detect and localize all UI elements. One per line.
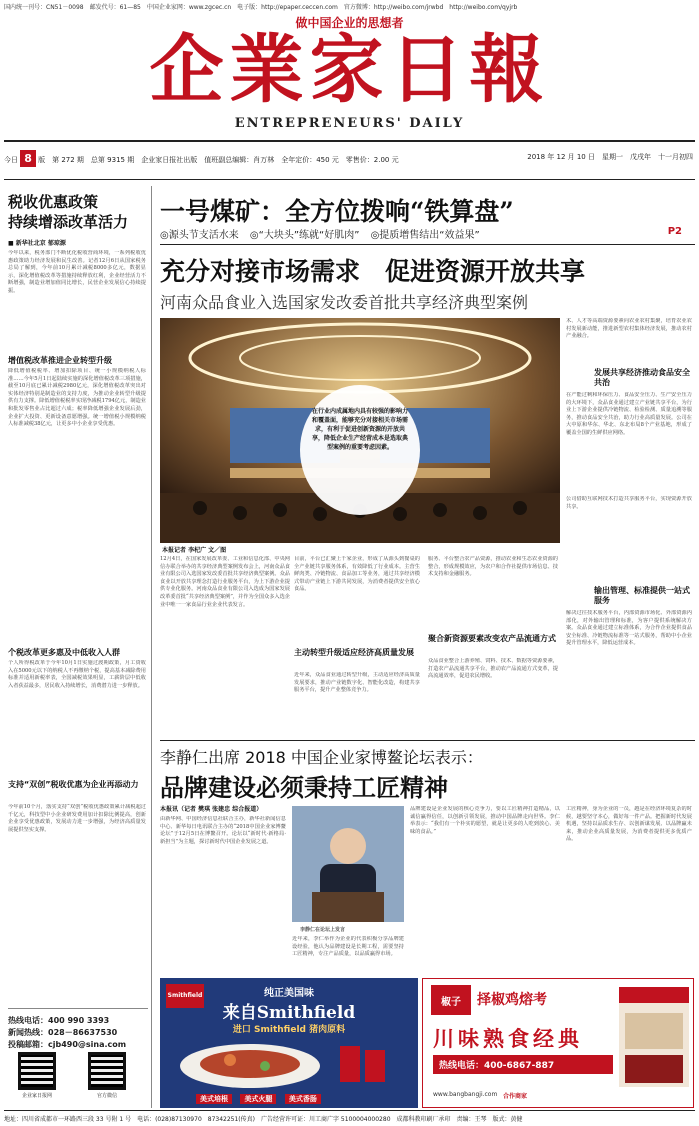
hotline-box: [8, 1008, 148, 1051]
ad-left-top: 纯正美国味: [264, 988, 314, 999]
top-story-sub-1: ◎源头节支活水来: [160, 230, 239, 241]
page-ref-link[interactable]: P2: [667, 226, 682, 237]
lead-col-1: 12月4日，在国家发展改革委、工业和信息化部、中央网信办联合举办的共享经济典型案例发布会上，河南众品食业有限公司入选国家发改委首批共享经济典型案例。众品食业以开放共享理念打造行业服务平台，为上下游企业提供专业化服务。河南众品食业有限公司入选成为国家发展改革委首批“共享经济典型案例”，并作为全国众多入选企业中唯一一家食品行业企业代表发言。: [160, 556, 290, 608]
lead-col-3: 服务、平台整合农产品资源，推动农业和生态农业资源的整合，形成规模效应，为农户和合作社提供市场信息、技术支持和金融服务。: [428, 556, 558, 578]
divider: [160, 244, 695, 245]
left-headline-1: 税收优惠政策: [8, 193, 99, 211]
smithfield-ad[interactable]: [160, 978, 418, 1108]
speaker-photo: [292, 806, 404, 922]
divider: [160, 740, 695, 741]
top-story-headline: 一号煤矿：全方位拨响“铁算盘”: [160, 197, 514, 226]
hotline-2: 新闻热线：028－86637530: [8, 1028, 118, 1037]
speaker-caption: 李静仁在论坛上发言: [300, 927, 346, 933]
ad-right-hotline: 热线电话：400-6867-887: [433, 1055, 613, 1074]
lead-col-3-head: 聚合新资源要素改变农产品流通方式: [428, 634, 556, 643]
left-body-1: 今年以来，税务部门不断优化税收营商环境，一系列税收优惠政策助力经济发展和民生改善。记者12月6日从国家税务总局了解到，今年前10月累计减税8000多亿元，数据显示，深化增值税改革等措施持续释放红利，企业经营活力不断增强，制造业增加值同比增长，民营企业发展信心持续提振。: [8, 250, 146, 294]
left-body-4: 今年前10个月，落实支持“双创”税收优惠政策累计减税超过千亿元，科技型中小企业研发费用加计扣除比例提高，创新企业享受优惠政策，发展动力进一步增强，为经济高质量发展提供坚实支撑。: [8, 804, 146, 833]
masthead-slogan: 做中国企业的思想者: [295, 16, 404, 30]
bottom-headline: 品牌建设必须秉持工匠精神: [160, 773, 448, 802]
badge-bacon: 美式培根: [196, 1094, 232, 1104]
lead-col-2b: 近年来，众品食业通过转型升级，主动适应经济高质量发展要求，推动产业链数字化、智能化改造，构建共享服务平台，提升产业整体竞争力。: [294, 672, 420, 694]
issue-details: 版 第 272 期 总第 9315 期 企业家日报社出版 值班副总编辑：肖万林 全年定价：450 元 零售价：2.00 元: [38, 156, 399, 164]
left-column: [4, 186, 152, 1108]
bottom-col-4: 工匠精神，身为企业的一员，越是在经济环境复杂的时候，越要坚守本心，做好每一件产品。把握新时代发展机遇，坚持以品质求生存、以创新谋发展、以品牌赢未来，推动企业高质量发展，为消费者提供更多优质产品。: [566, 806, 692, 843]
left-body-2: 降低增值税税率、增加扣除项目、统一小规模纳税人标准……今年5月1日起陆续实施的深化增值税改革三项措施，截至10月底已累计减税2980亿元，深化增值税改革突出对实体经济特别是制造业的支持力度，为推动企业转型升级提供有力支撑。降低增值税税率实现净减税1794亿元，制造业和批发零售业占比超过六成；税率降低增强企业发展后劲，企业扩大投资、更新设备意愿增强。统一增值税小规模纳税人标准减税38亿元，让更多中小企业享受优惠。: [8, 368, 146, 428]
right-side-head-2: 输出管理、标准提供一站式服务: [594, 586, 690, 605]
ad-left-badges: [196, 1094, 418, 1104]
right-col-callout: 公司借助互联网技术打造共享服务平台，实现资源开放共享。: [566, 496, 692, 510]
left-subhead-1: 增值税改革推进企业转型升级: [8, 356, 112, 365]
photo-caption: 本报记者 李杞广 文／图: [162, 547, 227, 554]
store-front-image: [619, 987, 689, 1087]
qr-block-2: [88, 1052, 126, 1099]
issue-info-left: [4, 150, 399, 167]
smithfield-logo-badge: Smithfield: [166, 984, 204, 1008]
hotline-1: 热线电话：400 990 3393: [8, 1016, 110, 1025]
left-byline: ■ 新华社北京 郁琼源: [8, 240, 66, 247]
ad-right-partners: 合作商家: [503, 1093, 528, 1100]
lead-headline: 充分对接市场需求 促进资源开放共享: [160, 257, 586, 286]
pull-quote: 在行业内成属地内具有较强的影响力和覆盖面，能够充分对接相关市场需求，有利于促进创新资源的开放共享，降低企业生产经营成本是选取典型案例的重要考虑因素。: [300, 385, 420, 515]
top-story-sub-3: ◎提质增售结出“效益果”: [370, 230, 480, 241]
right-col-body-1: 在产能过剩和环保压力、食品安全压力、生产安全压力的大环境下，众品食业通过建立产业链共享平台，为行业上下游企业提供冷链物流、检验检测、质量追溯等服务，推动食品安全共治，助力行业高质量发展。公司在大中原和华东、华北、东北布局8个产业基地，形成了覆盖全国的生鲜供应网络。: [566, 392, 692, 436]
ad-left-line: 来自Smithfield: [222, 1003, 356, 1023]
food-plate-image: [170, 1036, 408, 1092]
bangbangji-logo: 椒子: [431, 985, 471, 1015]
lead-col-2: 目前，平台已汇聚上千家企业，形成了从源头到餐桌的全产业链共享服务体系，有效降低了行业成本。主营生鲜肉类、冷链物流、食品加工等业务，通过共享经济模式带动产业链上下游共同发展，为消费者提供安全放心食品。: [294, 556, 420, 593]
masthead-english: ENTREPRENEURS' DAILY: [234, 116, 465, 131]
qr-code-icon: [88, 1052, 126, 1090]
ad-left-import: 进口 Smithfield 猪肉原料: [232, 1025, 346, 1035]
bottom-col-3: 品牌建设是企业发展的核心竞争力，要以工匠精神打造精品，以诚信赢得信任，以创新引领发展，推动中国品牌走向世界。李仁举表示：“我们有一个朴实的愿望，就是让更多的人吃到放心、美味的食品。”: [410, 806, 560, 835]
lead-col-2-head: 主动转型升级适应经济高质量发展: [294, 648, 414, 657]
bangbangji-ad[interactable]: [422, 978, 694, 1108]
qr-block-1: [18, 1052, 56, 1099]
left-subhead-2: 个税改革更多惠及中低收入人群: [8, 648, 120, 657]
issue-date: 2018 年 12 月 10 日 星期一 戊戌年 十一月初四: [527, 153, 693, 161]
issue-info-bar: [4, 140, 695, 180]
badge-ham: 美式火腿: [240, 1094, 276, 1104]
qr-code-icon: [18, 1052, 56, 1090]
qr-label-2: 官方微信: [96, 1093, 117, 1099]
masthead-title: 企業家日報: [149, 27, 550, 113]
ad-right-website[interactable]: www.bangbangji.com: [433, 1091, 498, 1098]
footer-info: 地址：四川省成都市一环路西三段 33 号附 1 号 电话：(028)87130970 87342251(传真) 广告经营许可证：川工商广字 5100004000280 成都科教印刷厂承印 责编：王琴 版式：黄健: [4, 1110, 695, 1124]
top-story-subs: [160, 226, 690, 241]
ad-right-brand: 择椒鸡熔考: [477, 992, 547, 1008]
bottom-col-1: 由新华网、中国经济信息社联合主办，新华社新闻信息中心、新华每日电讯联合主办的“2018中国企业家博鳌论坛”于12月5日在博鳌召开。论坛以“新时代·新格局·新担当”为主题，探讨新时代中国企业发展之道。: [160, 816, 286, 845]
bottom-headline-pre: 李静仁出席 2018 中国企业家博鳌论坛表示：: [160, 748, 483, 767]
left-subhead-3: 支持“双创”税收优惠为企业再添动力: [8, 780, 139, 789]
right-side-head-1: 发展共享经济推动食品安全共治: [594, 368, 690, 387]
top-info-line: 国内统一刊号：CN51－0098 邮发代号：61—85 中国企业家网：www.zgcec.cn 电子版：http://epaper.ceccen.com 官方微博：http://weibo.com/jrwbd http://weibo.com/qyjrb: [4, 4, 518, 11]
right-col-intro: 术、人才等高端资源要素向农业农村集聚，培育农业农村发展新动能，推进新型农村集体经济发展，推动农村产业融合。: [566, 318, 692, 340]
lead-subhead: 河南众品食业入选国家发改委首批共享经济典型案例: [160, 293, 529, 312]
today-label: 今日: [4, 156, 18, 164]
speaker-image: [292, 806, 404, 922]
right-col-body-2: 解决过往技术服务平台，内部资源市场化、外部资源内部化，对外输出管理和标准，为客户提供系统解决方案。众品食业通过建立标准体系，为合作企业提供食品安全标准、冷链物流标准等一站式服务，帮助中小企业提升管理水平，降低运营成本。: [566, 610, 692, 647]
left-headline-2: 持续增添改革活力: [8, 213, 129, 231]
badge-sausage: 美式香肠: [285, 1094, 321, 1104]
top-story-sub-2: ◎“大块头”练就“好肌肉”: [249, 230, 360, 241]
qr-label-1: 企业家日报网: [21, 1093, 52, 1099]
bottom-byline: 本报讯（记者 樊琪 张建忠 综合报道）: [160, 806, 263, 813]
hotline-3: 投稿邮箱：cjb490@sina.com: [8, 1040, 127, 1049]
page-number-badge: 8: [20, 150, 36, 167]
ad-right-slogan: 川味熟食经典: [433, 1026, 583, 1051]
lead-col-3b: 众品食业整合上游养殖、饲料、技术、数据等资源要素，打造农产品流通共享平台，推动农产品流通方式变革，提高流通效率，促进农民增收。: [428, 658, 558, 680]
left-body-3: 个人所得税改革于今年10月1日实施过渡期政策，月工资收入在5000元以下的纳税人不再缴纳个税，提高基本减除费用标准并适用新税率表，全国减税效果明显，工薪阶层中低收入者获益最多，居民收入持续增长，消费潜力进一步释放。: [8, 660, 146, 689]
bottom-col-2: 近年来，李仁举作为企业的代表积极分享品牌建设经验，他认为品牌建设是长期工程，需要坚持工匠精神，专注产品质量，以品质赢得市场。: [292, 936, 404, 958]
